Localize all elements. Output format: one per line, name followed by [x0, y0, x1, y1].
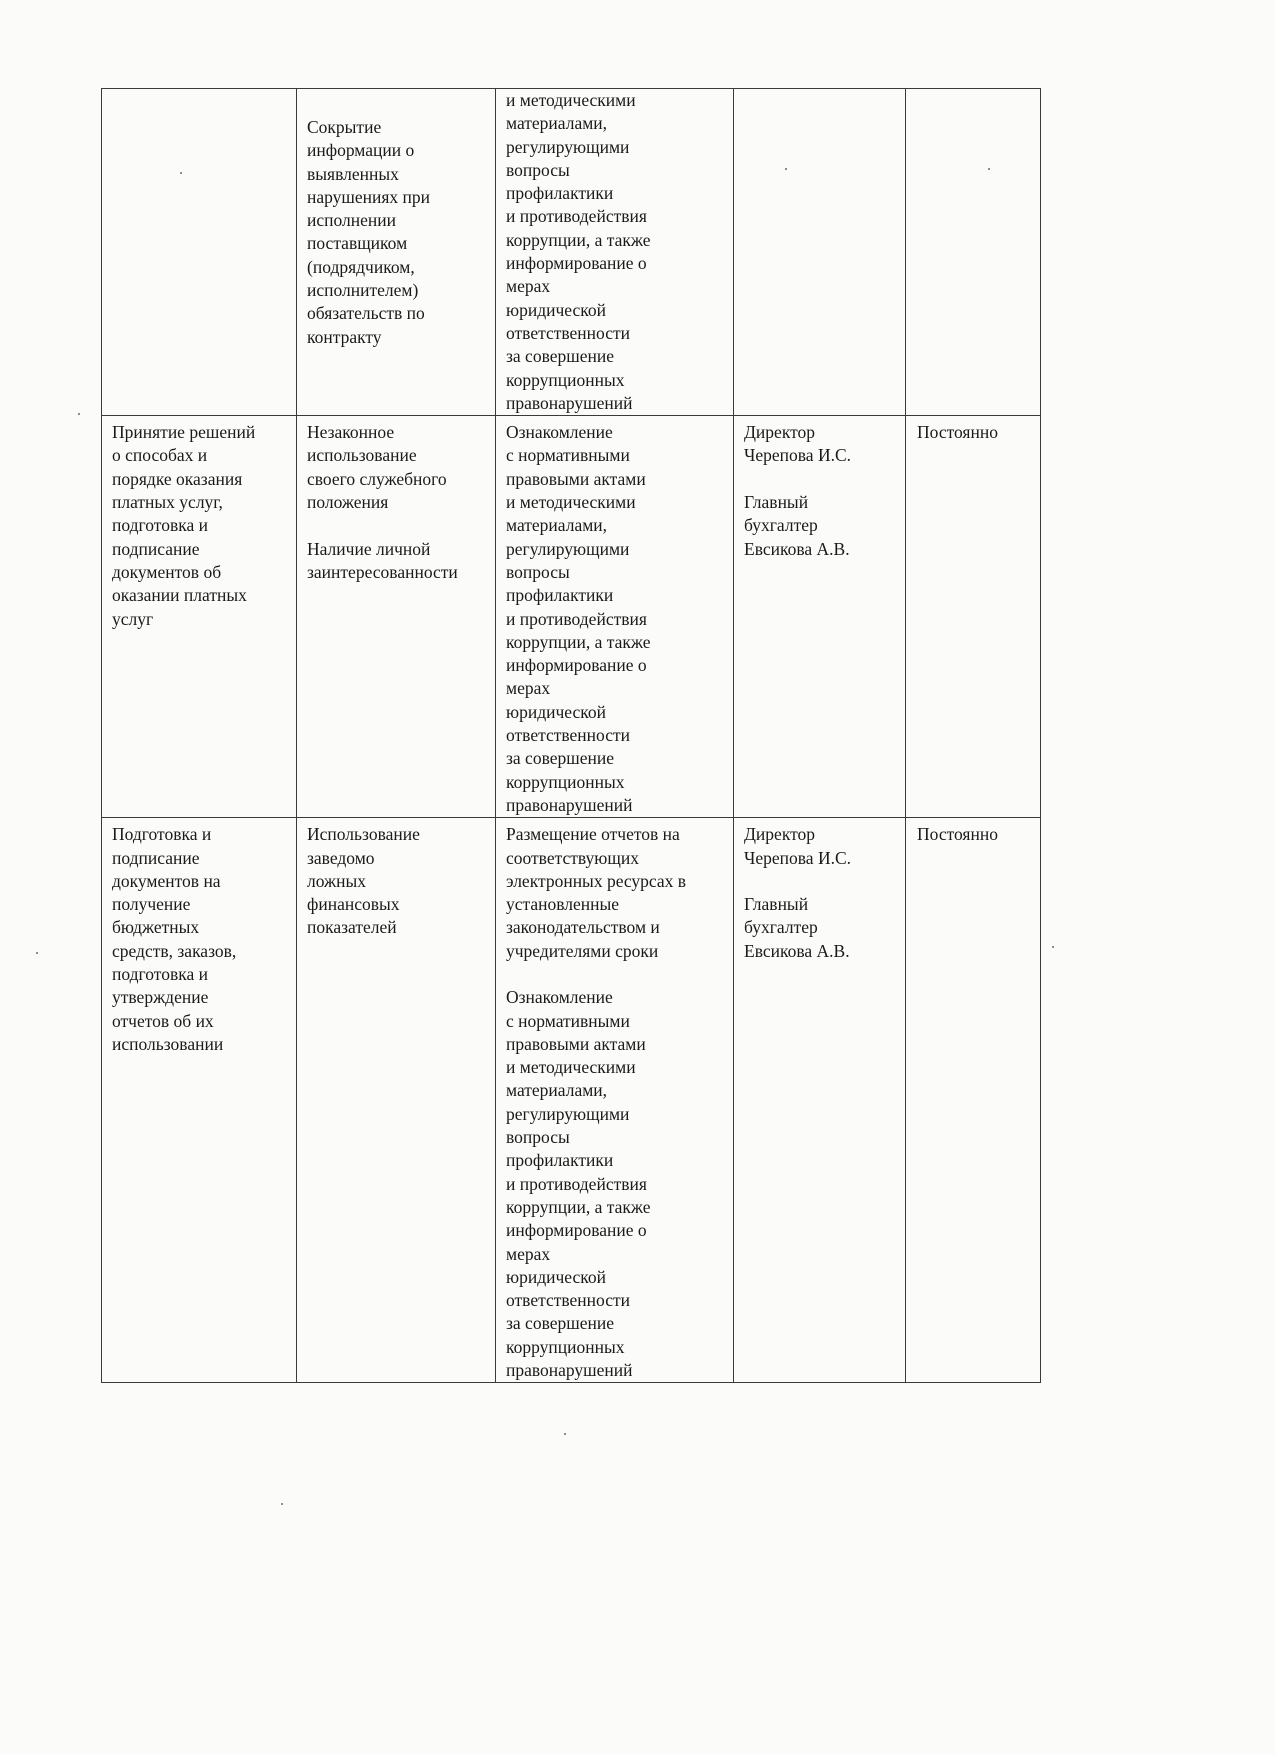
risk-text: Сокрытие информации о выявленных нарушениях при исполнении поставщиком (подрядчиком, исполнителем) обязательств по контракту: [307, 117, 431, 347]
scan-speck: [281, 1503, 283, 1505]
scan-speck: [180, 172, 182, 174]
responsible-cell: [734, 416, 906, 818]
measures-cell: [496, 818, 734, 1383]
risk-text: Использование заведомо ложных финансовых показателей: [307, 824, 420, 938]
process-cell: [102, 416, 297, 818]
scan-speck: [785, 168, 787, 170]
measures-text: Размещение отчетов на соответствующих электронных ресурсах в установленные законодательством и учредителями сроки Ознакомление с нормативными правовыми актами и методическими материалами, регулирующими вопросы профилактики и противодействия коррупции, а также информирование о мерах юридической ответственности за совершение коррупционных правонарушений: [506, 824, 687, 1381]
process-cell: [102, 89, 297, 416]
process-text: Принятие решений о способах и порядке оказания платных услуг, подготовка и подписание документов об оказании платных услуг: [112, 422, 256, 629]
measures-text: Ознакомление с нормативными правовыми актами и методическими материалами, регулирующими вопросы профилактики и противодействия коррупции, а также информирование о мерах юридической ответственности за совершение коррупционных правонарушений: [506, 422, 651, 815]
table-row: [102, 818, 1041, 1383]
due-cell: [906, 818, 1041, 1383]
measures-text: и методическими материалами, регулирующими вопросы профилактики и противодействия коррупции, а также информирование о мерах юридической ответственности за совершение коррупционных правонарушений: [506, 90, 651, 413]
scan-speck: [564, 1433, 566, 1435]
risk-cell: [297, 416, 496, 818]
process-text: Подготовка и подписание документов на получение бюджетных средств, заказов, подготовка и утверждение отчетов об их использовании: [112, 824, 237, 1054]
due-cell: [906, 89, 1041, 416]
risk-cell: [297, 818, 496, 1383]
risk-cell: [297, 89, 496, 416]
due-text: Постоянно: [917, 824, 998, 845]
scan-speck: [36, 952, 38, 954]
measures-cell: [496, 89, 734, 416]
table-row: [102, 89, 1041, 416]
due-cell: [906, 416, 1041, 818]
responsible-cell: [734, 818, 906, 1383]
responsible-text: Директор Черепова И.С. Главный бухгалтер Евсикова А.В.: [744, 422, 852, 559]
scan-speck: [78, 413, 80, 415]
responsible-text: Директор Черепова И.С. Главный бухгалтер Евсикова А.В.: [744, 824, 852, 961]
responsible-cell: [734, 89, 906, 416]
measures-table: [101, 88, 1041, 1383]
risk-text: Незаконное использование своего служебного положения Наличие личной заинтересованности: [307, 422, 458, 582]
due-text: Постоянно: [917, 422, 998, 443]
measures-cell: [496, 416, 734, 818]
scan-speck: [988, 168, 990, 170]
table-row: [102, 416, 1041, 818]
scan-speck: [1052, 946, 1054, 948]
process-cell: [102, 818, 297, 1383]
